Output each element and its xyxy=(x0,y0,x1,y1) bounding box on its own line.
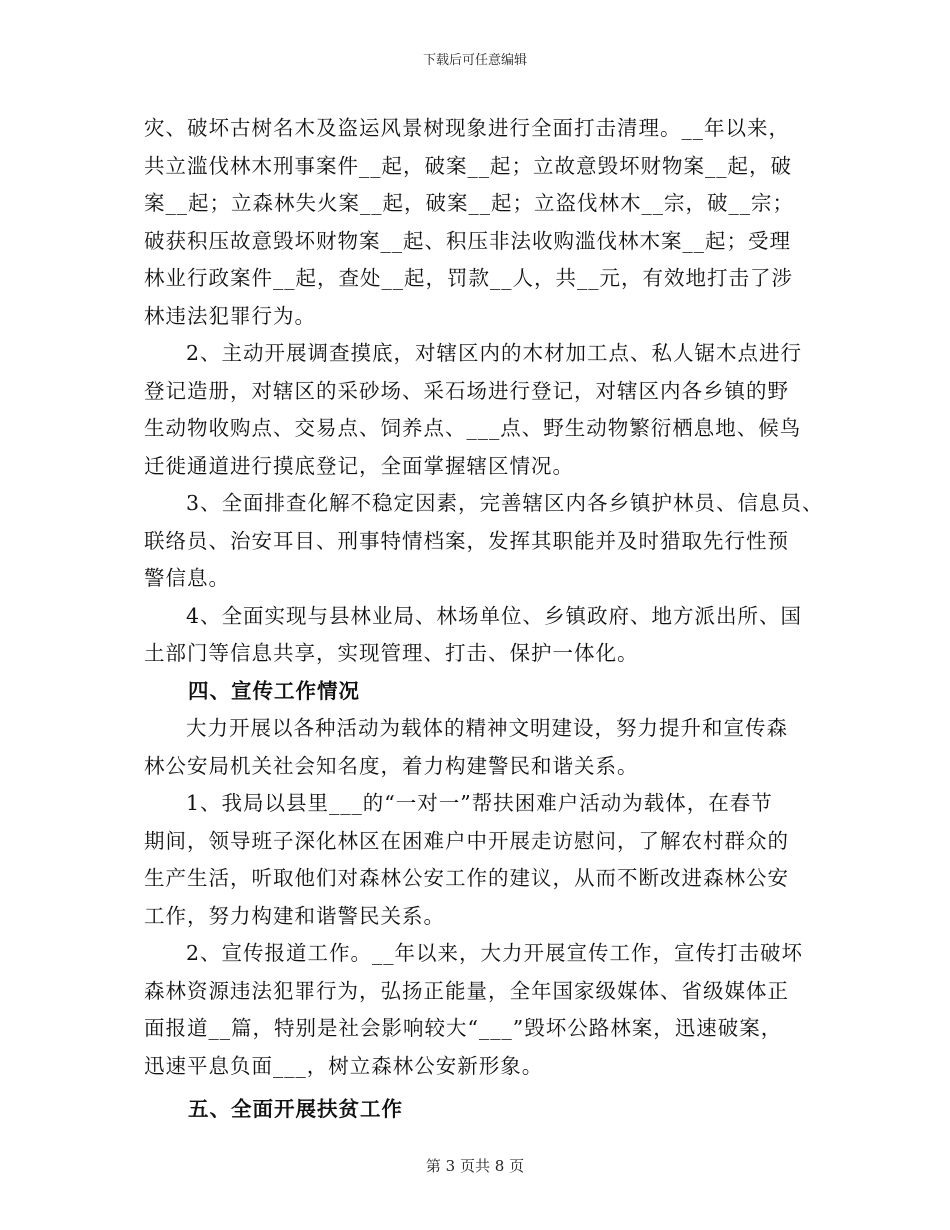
body-line: 警信息。 xyxy=(144,566,230,590)
body-line: 土部门等信息共享，实现管理、打击、保护一体化。 xyxy=(144,641,639,665)
body-line: 林违法犯罪行为。 xyxy=(144,303,316,328)
body-line: 林业行政案件__起，查处__起，罚款__人，共__元，有效地打击了涉 xyxy=(144,266,793,290)
page-number-footer: 第 3 页共 8 页 xyxy=(425,1157,525,1175)
body-line: 生产生活，听取他们对森林公安工作的建议，从而不断改进森林公安 xyxy=(144,866,789,890)
body-line: 期间，领导班子深化林区在困难户中开展走访慰问，了解农村群众的 xyxy=(144,828,789,853)
body-line: 迅速平息负面___，树立森林公安新形象。 xyxy=(144,1053,544,1078)
paragraph-start-line: 3、全面排查化解不稳定因素，完善辖区内各乡镇护林员、信息员、 xyxy=(186,491,824,515)
paragraph-start-line: 大力开展以各种活动为载体的精神文明建设，努力提升和宣传森 xyxy=(186,716,788,740)
body-line: 案__起；立森林失火案__起，破案__起；立盗伐林木__宗，破__宗； xyxy=(144,191,794,215)
body-line: 灾、破坏古树名木及盗运风景树现象进行全面打击清理。__年以来， xyxy=(144,116,790,140)
body-line: 生动物收购点、交易点、饲养点、___点、野生动物繁衍栖息地、候鸟 xyxy=(144,416,802,440)
body-line: 联络员、治安耳目、刑事特情档案，发挥其职能并及时猎取先行性预 xyxy=(144,528,789,553)
body-line: 共立滥伐林木刑事案件__起，破案__起；立故意毁坏财物案__起，破 xyxy=(144,153,792,178)
body-line: 登记造册，对辖区的采砂场、采石场进行登记，对辖区内各乡镇的野 xyxy=(144,378,789,403)
page-header: 下载后可任意编辑 xyxy=(422,53,527,68)
paragraph-start-line: 4、全面实现与县林业局、林场单位、乡镇政府、地方派出所、国 xyxy=(186,603,803,628)
body-line: 工作，努力构建和谐警民关系。 xyxy=(144,903,445,928)
section-heading: 五、全面开展扶贫工作 xyxy=(188,1097,403,1121)
paragraph-start-line: 2、主动开展调查摸底，对辖区内的木材加工点、私人锯木点进行 xyxy=(186,341,803,365)
section-heading: 四、宣传工作情况 xyxy=(188,678,360,703)
body-line: 面报道__篇，特别是社会影响较大“___”毁坏公路林案，迅速破案， xyxy=(144,1016,783,1040)
paragraph-start-line: 1、我局以县里___的“一对一”帮扶困难户活动为载体，在春节 xyxy=(186,791,773,815)
paragraph-start-line: 2、宣传报道工作。__年以来，大力开展宣传工作，宣传打击破坏 xyxy=(186,941,804,965)
document-body xyxy=(144,110,824,1129)
body-line: 迁徙通道进行摸底登记，全面掌握辖区情况。 xyxy=(144,453,574,478)
body-line: 林公安局机关社会知名度，着力构建警民和谐关系。 xyxy=(144,753,639,778)
body-line: 破获积压故意毁坏财物案__起、积压非法收购滥伐林木案__起；受理 xyxy=(144,228,791,253)
body-line: 森林资源违法犯罪行为，弘扬正能量，全年国家级媒体、省级媒体正 xyxy=(144,978,789,1003)
